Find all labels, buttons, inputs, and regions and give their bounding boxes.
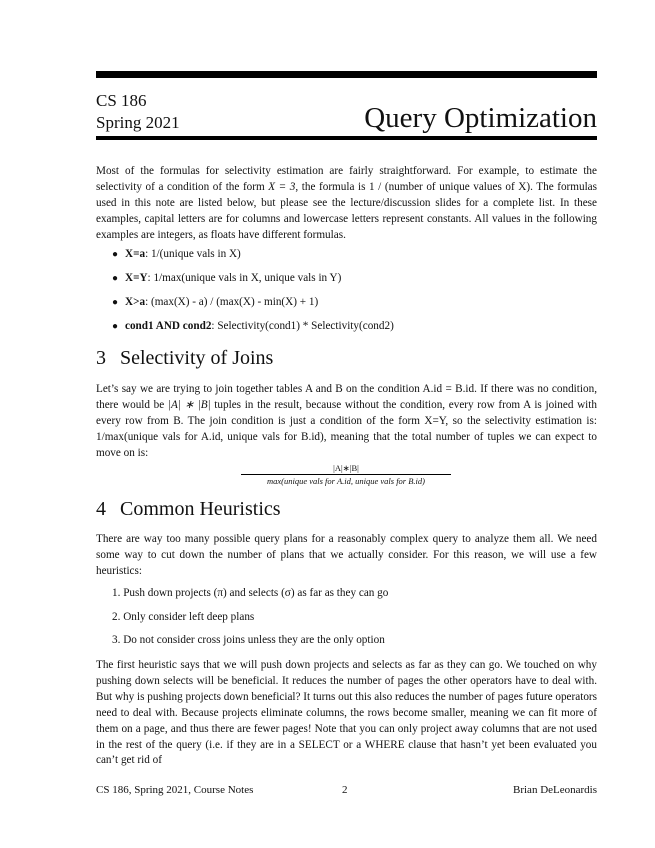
list-number: 1. — [112, 587, 121, 599]
bullet-term: X=a — [125, 248, 146, 260]
section-3-title: Selectivity of Joins — [120, 347, 274, 369]
footer-course-notes: CS 186, Spring 2021, Course Notes — [96, 784, 254, 796]
header-top-rule — [96, 71, 597, 78]
intro-math: X = 3 — [268, 180, 296, 193]
section-4-heading — [96, 498, 281, 521]
bullet-item — [112, 296, 318, 308]
section-4-title: Common Heuristics — [120, 498, 281, 520]
list-text: Push down projects (π) and selects (σ) as far as they can go — [123, 587, 389, 599]
bullet-icon: ● — [112, 249, 119, 260]
s3-text-b: tuples in the result, because without the condition, every row from A is joined with every row from B. The join condition is just a condition of the form X=Y, so the selectivity estimation is: 1/max(unique vals for A.id, unique vals for B.id), meaning that the total number of tuples we can expect to move on is: — [96, 398, 597, 459]
intro-text-b: , the formula is 1 / (number of unique values of X). The formulas used in this note are listed below, but please see the lecture/discussion slides for a complete list. In these examples, capital letters are for columns and lowercase letters represent constants. All values in the following examples are integers, as floats have different formulas. — [96, 180, 597, 241]
section-3-paragraph — [96, 382, 597, 462]
list-number: 3. — [112, 634, 121, 646]
formula-fraction-bar — [241, 474, 451, 475]
formula-denominator: max(unique vals for A.id, unique vals for B.id) — [266, 476, 426, 486]
bullet-text: : Selectivity(cond1) * Selectivity(cond2) — [211, 320, 394, 332]
bullet-item — [112, 272, 341, 284]
join-cardinality-formula — [241, 463, 451, 486]
footer-author: Brian DeLeonardis — [513, 784, 597, 796]
bullet-text: : 1/max(unique vals in X, unique vals in Y) — [147, 272, 342, 284]
bullet-icon: ● — [112, 321, 119, 332]
list-number: 2. — [112, 611, 121, 623]
bullet-item — [112, 248, 241, 260]
s3-math: |A| ∗ |B| — [167, 398, 211, 411]
section-4-paragraph-1: There are way too many possible query plans for a reasonably complex query to analyze them all. We need some way to cut down the number of plans that we actually consider. For this reason, we will use a few heuristics: — [96, 533, 597, 577]
bullet-term: X=Y — [125, 272, 148, 284]
header-bottom-rule — [96, 136, 597, 140]
bullet-item — [112, 320, 394, 332]
course-term: Spring 2021 — [96, 113, 180, 132]
bullet-text: : (max(X) - a) / (max(X) - min(X) + 1) — [145, 296, 319, 308]
list-text: Only consider left deep plans — [123, 611, 255, 623]
section-4-number: 4 — [96, 498, 106, 520]
list-item — [112, 611, 254, 623]
page-title: Query Optimization — [364, 102, 597, 134]
formula-numerator: |A|∗|B| — [333, 463, 359, 473]
course-name: CS 186 — [96, 91, 147, 110]
list-item — [112, 634, 385, 646]
bullet-icon: ● — [112, 297, 119, 308]
section-3-number: 3 — [96, 347, 106, 369]
s3-text-a: Let’s say we are trying to join together tables A and B on the condition A.id = B.id. If there was no condition, there would be — [96, 383, 597, 411]
bullet-term: X>a — [125, 296, 146, 308]
bullet-term: cond1 AND cond2 — [125, 320, 212, 332]
bullet-text: : 1/(unique vals in X) — [145, 248, 241, 260]
section-4-paragraph-2: The first heuristic says that we will push down projects and selects as far as they can go. We touched on why pushing down selects will be beneficial. It reduces the number of pages the other operators have to deal with. But why is pushing projects down beneficial? It turns out this also reduces the number of pages future operators need to deal with. Because projects eliminate columns, the rows become smaller, meaning we can fit more of them on a page, and thus there are fewer pages! Note that you can only project away columns that are not used in the rest of the query (i.e. if they are in a SELECT or a WHERE clause that hasn’t yet been evaluated you can’t get rid of — [96, 659, 597, 767]
list-text: Do not consider cross joins unless they are the only option — [123, 634, 385, 646]
footer-page-number: 2 — [342, 784, 348, 796]
intro-paragraph — [96, 164, 597, 244]
list-item — [112, 587, 388, 599]
intro-text-a: Most of the formulas for selectivity estimation are fairly straightforward. For example, to estimate the selectivity of a condition of the form — [96, 165, 597, 193]
bullet-icon: ● — [112, 273, 119, 284]
section-3-heading — [96, 347, 273, 370]
